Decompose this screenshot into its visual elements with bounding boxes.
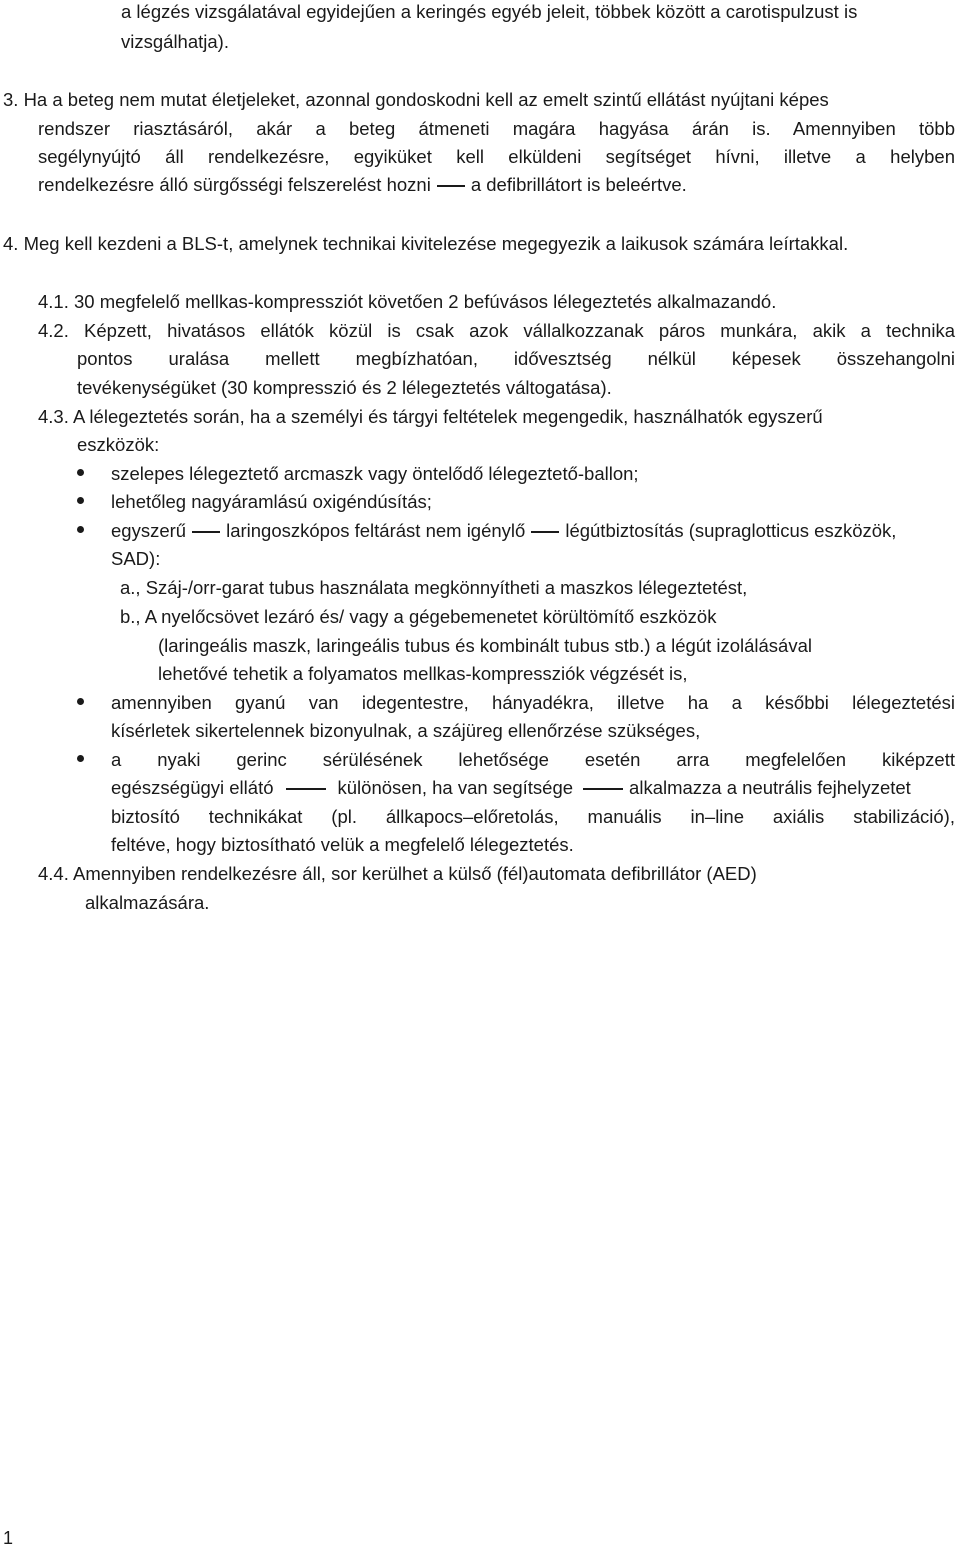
text-line: rendszer riasztásáról, akár a beteg átmeneti magára hagyása árán is. Amennyiben több [38, 118, 955, 139]
text-segment: különösen, ha van segítsége [337, 777, 574, 798]
dash [286, 788, 326, 790]
text-line [111, 776, 911, 800]
bullet [77, 497, 84, 504]
text-line: 3. Ha a beteg nem mutat életjeleket, azonnal gondoskodni kell az emelt szintű ellátást nyújtani képes [3, 89, 829, 110]
text-line: vizsgálhatja). [121, 31, 229, 52]
text-line [38, 173, 687, 197]
text-segment: egyszerű [111, 520, 187, 541]
list-item: lehetőleg nagyáramlású oxigéndúsítás; [111, 491, 432, 512]
page-number: 1 [3, 1528, 14, 1548]
dash [192, 531, 220, 533]
bullet [77, 755, 84, 762]
text-segment: alkalmazza a neutrális fejhelyzetet [629, 777, 911, 798]
sub-item: a., Száj-/orr-garat tubus használata megkönnyítheti a maszkos lélegeztetést, [120, 577, 748, 598]
dash [531, 531, 559, 533]
text-line: lehetővé tehetik a folyamatos mellkas-kompressziók végzését is, [158, 663, 688, 684]
bullet [77, 469, 84, 476]
text-segment: a defibrillátort is beleértve. [470, 174, 687, 195]
text-line: eszközök: [77, 434, 160, 455]
list-item [111, 519, 896, 543]
text-line: (laringeális maszk, laringeális tubus és kombinált tubus stb.) a légút izolálásával [158, 635, 812, 656]
text-line: segélynyújtó áll rendelkezésre, egyiküket kell elküldeni segítséget hívni, illetve a helyben [38, 146, 955, 167]
text-line: 4.2. Képzett, hivatásos ellátók közül is csak azok vállalkozzanak páros munkára, akik a technika [38, 320, 955, 341]
text-line: 4.4. Amennyiben rendelkezésre áll, sor kerülhet a külső (fél)automata defibrillátor (AED) [38, 863, 757, 884]
bullet [77, 698, 84, 705]
text-line: biztosító technikákat (pl. állkapocs–előretolás, manuális in–line axiális stabilizáció), [111, 806, 955, 827]
text-line: alkalmazására. [85, 892, 210, 913]
list-item: amennyiben gyanú van idegentestre, hányadékra, illetve ha a későbbi lélegeztetési [111, 692, 955, 713]
sub-item: b., A nyelőcsövet lezáró és/ vagy a gégebemenetet körültömítő eszközök [120, 606, 717, 627]
text-line: a légzés vizsgálatával egyidejűen a keringés egyéb jeleit, többek között a carotispulzust is [121, 1, 858, 22]
list-item: szelepes lélegeztető arcmaszk vagy öntelődő lélegeztető-ballon; [111, 463, 639, 484]
text-segment: rendelkezésre álló sürgősségi felszerelést hozni [38, 174, 431, 195]
text-line: 4. Meg kell kezdeni a BLS-t, amelynek technikai kivitelezése megegyezik a laikusok számára leírtakkal. [3, 233, 849, 254]
dash [583, 788, 623, 790]
bullet [77, 526, 84, 533]
text-line: kísérletek sikertelennek bizonyulnak, a szájüreg ellenőrzése szükséges, [111, 720, 701, 741]
text-line: tevékenységüket (30 kompresszió és 2 lélegeztetés váltogatása). [77, 377, 612, 398]
text-line: 4.3. A lélegeztetés során, ha a személyi és tárgyi feltételek megengedik, használhatók egyszerű [38, 406, 823, 427]
text-segment: légútbiztosítás (supraglotticus eszközök, [565, 520, 897, 541]
text-line: 4.1. 30 megfelelő mellkas-kompressziót követően 2 befúvásos lélegeztetés alkalmazandó. [38, 291, 777, 312]
text-line: SAD): [111, 548, 161, 569]
text-line: feltéve, hogy biztosítható velük a megfelelő lélegeztetés. [111, 834, 574, 855]
dash [437, 185, 465, 187]
list-item: a nyaki gerinc sérülésének lehetősége esetén arra megfelelően kiképzett [111, 749, 955, 770]
text-segment: egészségügyi ellátó [111, 777, 274, 798]
text-segment: laringoszkópos feltárást nem igénylő [226, 520, 526, 541]
text-line: pontos uralása mellett megbízhatóan, idővesztség nélkül képesek összehangolni [77, 348, 955, 369]
